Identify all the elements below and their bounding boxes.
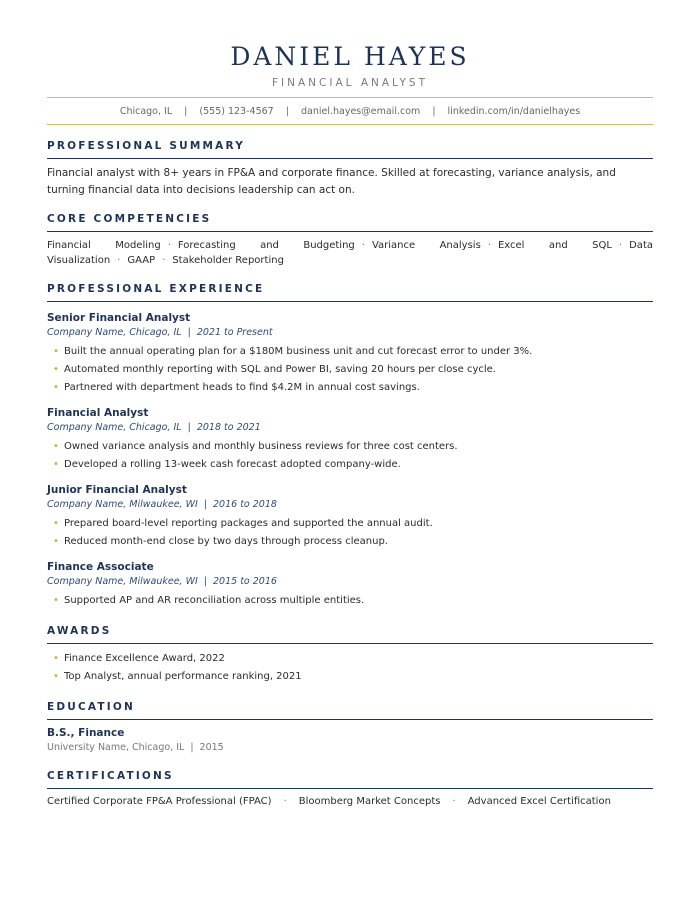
job-bullets xyxy=(47,515,653,551)
list-item xyxy=(47,650,653,668)
job-bullets xyxy=(47,592,653,610)
meta-separator: | xyxy=(187,422,191,433)
certification-separator: · xyxy=(283,796,287,807)
education-heading: EDUCATION xyxy=(47,701,136,713)
list-item xyxy=(47,592,653,610)
competencies-list xyxy=(47,238,653,268)
summary-heading: PROFESSIONAL SUMMARY xyxy=(47,140,246,152)
candidate-title: FINANCIAL ANALYST xyxy=(272,77,428,89)
competency-separator: · xyxy=(618,240,623,251)
competency-separator: · xyxy=(361,240,365,251)
job-meta xyxy=(47,575,653,589)
bullet-icon: • xyxy=(53,459,59,470)
job-company: Company Name, Milwaukee, WI xyxy=(47,576,198,587)
certifications-list xyxy=(47,795,653,809)
summary-section xyxy=(47,139,653,198)
job-dates: 2018 to 2021 xyxy=(196,422,261,433)
meta-separator: | xyxy=(187,327,191,338)
job-dates: 2021 to Present xyxy=(196,327,273,338)
bullet-text: Reduced month-end close by two days through process cleanup. xyxy=(64,536,388,547)
competency-separator: · xyxy=(487,240,491,251)
bullet-icon: • xyxy=(53,671,59,682)
section-divider xyxy=(47,719,653,720)
competency-item: Data Visualization xyxy=(47,240,653,266)
competency-separator: · xyxy=(117,255,121,266)
resume-header xyxy=(47,0,653,125)
bullet-icon: • xyxy=(53,653,59,664)
job-entry xyxy=(47,560,653,610)
job-meta xyxy=(47,498,653,512)
bullet-text: Owned variance analysis and monthly business reviews for three cost centers. xyxy=(64,441,458,452)
certification-item: Certified Corporate FP&A Professional (FPAC) xyxy=(47,796,272,807)
meta-separator: | xyxy=(203,576,207,587)
job-bullets xyxy=(47,343,653,397)
job-company: Company Name, Chicago, IL xyxy=(47,422,182,433)
job-company: Company Name, Chicago, IL xyxy=(47,327,182,338)
job-meta xyxy=(47,421,653,435)
list-item xyxy=(47,379,653,397)
section-divider xyxy=(47,788,653,789)
bullet-icon: • xyxy=(53,346,59,357)
job-title: Financial Analyst xyxy=(47,407,149,419)
competency-separator: · xyxy=(162,255,166,266)
list-item xyxy=(47,668,653,686)
bullet-text: Developed a rolling 13-week cash forecast adopted company-wide. xyxy=(64,459,401,470)
header-bottom-divider xyxy=(47,124,653,125)
education-degree: B.S., Finance xyxy=(47,727,125,739)
certification-item: Bloomberg Market Concepts xyxy=(298,796,441,807)
certification-item: Advanced Excel Certification xyxy=(467,796,611,807)
bullet-text: Partnered with department heads to find $4.2M in annual cost savings. xyxy=(64,382,420,393)
list-item xyxy=(47,343,653,361)
competency-item: Stakeholder Reporting xyxy=(172,255,284,266)
bullet-text: Prepared board-level reporting packages and supported the annual audit. xyxy=(64,518,433,529)
competency-item: GAAP xyxy=(127,255,156,266)
job-company: Company Name, Milwaukee, WI xyxy=(47,499,198,510)
experience-section xyxy=(47,282,653,610)
section-divider xyxy=(47,643,653,644)
job-dates: 2016 to 2018 xyxy=(213,499,277,510)
list-item xyxy=(47,456,653,474)
competency-item: Excel and SQL xyxy=(497,240,612,251)
certifications-heading: CERTIFICATIONS xyxy=(47,770,174,782)
contact-separator: | xyxy=(184,106,188,117)
education-section xyxy=(47,700,653,755)
education-meta xyxy=(47,741,653,755)
job-title: Finance Associate xyxy=(47,561,154,573)
contact-location: Chicago, IL xyxy=(119,106,173,117)
job-entry xyxy=(47,406,653,474)
bullet-icon: • xyxy=(53,364,59,375)
competency-item: Variance Analysis xyxy=(371,240,481,251)
competency-item: Financial Modeling xyxy=(47,240,161,251)
meta-separator: | xyxy=(190,742,194,753)
job-title: Junior Financial Analyst xyxy=(47,484,187,496)
candidate-name: DANIEL HAYES xyxy=(230,42,470,71)
bullet-text: Automated monthly reporting with SQL and Power BI, saving 20 hours per close cycle. xyxy=(64,364,496,375)
list-item xyxy=(47,361,653,379)
award-text: Finance Excellence Award, 2022 xyxy=(64,653,225,664)
competency-item: Forecasting and Budgeting xyxy=(177,240,355,251)
job-bullets xyxy=(47,438,653,474)
job-title: Senior Financial Analyst xyxy=(47,312,191,324)
competencies-heading: CORE COMPETENCIES xyxy=(47,213,212,225)
section-divider xyxy=(47,158,653,159)
job-entry xyxy=(47,311,653,397)
bullet-icon: • xyxy=(53,595,59,606)
award-text: Top Analyst, annual performance ranking, 2021 xyxy=(64,671,302,682)
contact-phone[interactable]: (555) 123-4567 xyxy=(199,106,274,117)
bullet-icon: • xyxy=(53,536,59,547)
awards-list xyxy=(47,650,653,686)
bullet-icon: • xyxy=(53,441,59,452)
awards-section xyxy=(47,624,653,686)
summary-text: Financial analyst with 8+ years in FP&A and corporate finance. Skilled at forecasting, variance analysis, and turning financial data into decisions leadership can act on. xyxy=(47,167,616,196)
job-dates: 2015 to 2016 xyxy=(213,576,277,587)
bullet-text: Supported AP and AR reconciliation across multiple entities. xyxy=(64,595,365,606)
contact-separator: | xyxy=(285,106,289,117)
certification-separator: · xyxy=(452,796,456,807)
contact-line xyxy=(47,98,653,124)
list-item xyxy=(47,515,653,533)
competencies-section xyxy=(47,212,653,268)
bullet-icon: • xyxy=(53,518,59,529)
section-divider xyxy=(47,231,653,232)
certifications-section xyxy=(47,769,653,809)
bullet-icon: • xyxy=(53,382,59,393)
section-divider xyxy=(47,301,653,302)
contact-separator: | xyxy=(432,106,436,117)
education-year: 2015 xyxy=(199,742,224,753)
job-entry xyxy=(47,483,653,551)
meta-separator: | xyxy=(203,499,207,510)
list-item xyxy=(47,438,653,456)
list-item xyxy=(47,533,653,551)
education-school: University Name, Chicago, IL xyxy=(47,742,185,753)
bullet-text: Built the annual operating plan for a $180M business unit and cut forecast error to under 3%. xyxy=(64,346,533,357)
competency-separator: · xyxy=(167,240,171,251)
contact-linkedin[interactable]: linkedin.com/in/danielhayes xyxy=(447,106,581,117)
awards-heading: AWARDS xyxy=(47,625,112,637)
experience-heading: PROFESSIONAL EXPERIENCE xyxy=(47,283,265,295)
job-meta xyxy=(47,326,653,340)
contact-email[interactable]: daniel.hayes@email.com xyxy=(300,106,421,117)
